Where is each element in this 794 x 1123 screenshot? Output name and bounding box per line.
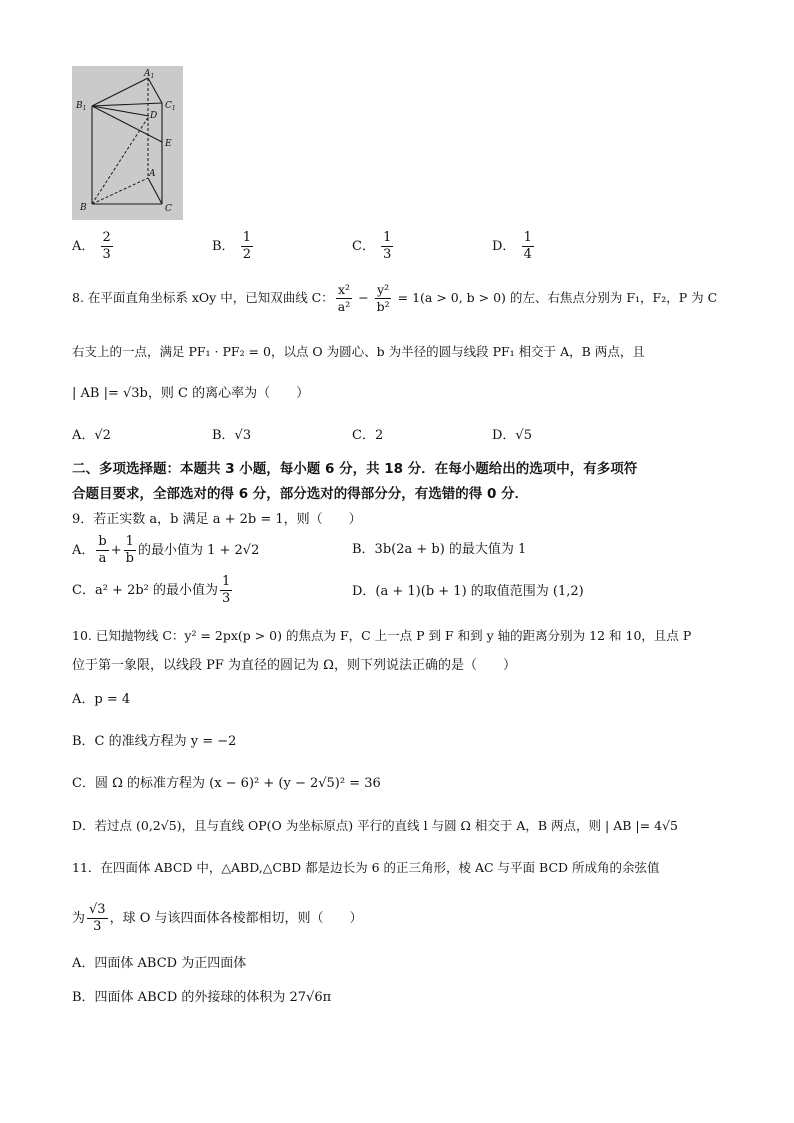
numerator: y² — [377, 282, 390, 297]
q11-line2 — [72, 902, 363, 935]
prism-figure — [72, 66, 183, 220]
q7-option-c[interactable] — [352, 230, 395, 263]
q8-option-c[interactable]: C．2 — [352, 428, 384, 443]
prism-diagram — [72, 66, 183, 220]
label-a: A — [149, 169, 156, 179]
q8-line2: 右支上的一点，满足 PF₁ · PF₂ = 0，以点 O 为圆心、b 为半径的圆与线段 PF₁ 相交于 A，B 两点，且 — [72, 344, 645, 359]
q11-text-prefix: 为 — [72, 911, 86, 926]
frac-1-over-b — [124, 534, 136, 567]
numerator: 2 — [102, 230, 111, 245]
option-letter: C． — [352, 239, 375, 254]
q8-line1 — [72, 282, 717, 315]
label-e: E — [165, 139, 172, 149]
frac-1-over-3 — [220, 574, 232, 607]
q7-option-b[interactable] — [212, 230, 255, 263]
q10-option-c[interactable]: C．圆 Ω 的标准方程为 (x − 6)² + (y − 2√5)² = 36 — [72, 776, 381, 791]
q11-line1: 11．在四面体 ABCD 中，△ABD,△CBD 都是边长为 6 的正三角形，棱 AC 与平面 BCD 所成角的余弦值 — [72, 860, 660, 875]
minus-sign: − — [354, 290, 373, 305]
q10-line1: 10. 已知抛物线 C：y² = 2px(p > 0) 的焦点为 F，C 上一点 P 到 F 和到 y 轴的距离分别为 12 和 10，且点 P — [72, 628, 692, 643]
q10-option-d[interactable]: D．若过点 (0,2√5)，且与直线 OP(O 为坐标原点) 平行的直线 l 与圆 Ω 相交于 A，B 两点，则 | AB |= 4√5 — [72, 818, 678, 833]
q9-option-a[interactable] — [72, 534, 259, 567]
q10-option-b[interactable]: B．C 的准线方程为 y = −2 — [72, 734, 237, 749]
option-letter: A． — [72, 239, 95, 254]
q8-option-d[interactable]: D．√5 — [492, 428, 532, 443]
q8-frac-y — [375, 282, 392, 315]
numerator: b — [98, 534, 107, 549]
numerator: 1 — [383, 230, 392, 245]
q9-option-d[interactable]: D．(a + 1)(b + 1) 的取值范围为 (1,2) — [352, 584, 584, 599]
q7-option-a[interactable] — [72, 230, 115, 263]
plus-sign: + — [110, 543, 122, 558]
option-fraction — [241, 230, 253, 263]
q9-option-b[interactable]: B．3b(2a + b) 的最大值为 1 — [352, 542, 527, 557]
frac-sqrt3-over-3 — [87, 902, 108, 935]
numerator: 1 — [222, 574, 231, 589]
denominator: 2 — [242, 247, 251, 262]
numerator: √3 — [89, 902, 106, 917]
q8-option-a[interactable]: A．√2 — [72, 428, 111, 443]
option-letter: D． — [492, 239, 516, 254]
label-c1: $C_1$ — [165, 101, 176, 112]
frac-b-over-a — [96, 534, 108, 567]
numerator: 1 — [242, 230, 251, 245]
denominator: 3 — [102, 247, 111, 262]
q8-frac-x — [336, 282, 352, 315]
option-letter: A． — [72, 543, 95, 558]
q10-option-a[interactable]: A．p = 4 — [72, 692, 131, 707]
numerator: x² — [337, 282, 351, 297]
q11-option-b[interactable]: B．四面体 ABCD 的外接球的体积为 27√6π — [72, 990, 332, 1005]
denominator: 3 — [383, 247, 392, 262]
option-letter: B． — [212, 239, 235, 254]
denominator: 3 — [222, 591, 231, 606]
q11-option-a[interactable]: A．四面体 ABCD 为正四面体 — [72, 956, 247, 971]
label-c: C — [165, 204, 172, 214]
denominator: a² — [337, 299, 351, 314]
q8-text-a: 8. 在平面直角坐标系 xOy 中，已知双曲线 C： — [72, 290, 334, 305]
option-fraction — [522, 230, 534, 263]
denominator: b² — [376, 299, 390, 314]
numerator: 1 — [523, 230, 532, 245]
denominator: a — [98, 551, 107, 566]
q8-text-b: = 1(a > 0, b > 0) 的左、右焦点分别为 F₁，F₂，P 为 C — [393, 290, 718, 305]
denominator: 4 — [523, 247, 532, 262]
label-a1: $A_1$ — [144, 69, 155, 80]
q9-stem: 9．若正实数 a，b 满足 a + 2b = 1，则（ ） — [72, 512, 362, 527]
q7-option-d[interactable] — [492, 230, 536, 263]
denominator: 3 — [93, 919, 102, 934]
label-b1: $B_1$ — [76, 101, 87, 112]
label-d: D — [150, 111, 158, 121]
option-fraction — [381, 230, 393, 263]
numerator: 1 — [125, 534, 134, 549]
q8-option-b[interactable]: B．√3 — [212, 428, 252, 443]
q10-line2: 位于第一象限，以线段 PF 为直径的圆记为 Ω，则下列说法正确的是（ ） — [72, 658, 516, 673]
section2-heading-line2: 合题目要求，全部选对的得 6 分，部分选对的得部分分，有选错的得 0 分． — [72, 486, 529, 502]
label-b: B — [80, 203, 87, 213]
denominator: b — [125, 551, 134, 566]
option-fraction — [101, 230, 113, 263]
section2-heading-line1: 二、多项选择题：本题共 3 小题，每小题 6 分，共 18 分．在每小题给出的选项中，有多项符 — [72, 461, 638, 477]
q11-text-suffix: ，球 O 与该四面体各棱都相切，则（ ） — [109, 911, 363, 926]
q8-line3: | AB |= √3b，则 C 的离心率为（ ） — [72, 386, 310, 401]
q9-option-c[interactable] — [72, 574, 234, 607]
option-text: 的最小值为 1 + 2√2 — [137, 543, 260, 558]
option-text: C．a² + 2b² 的最小值为 — [72, 583, 219, 598]
